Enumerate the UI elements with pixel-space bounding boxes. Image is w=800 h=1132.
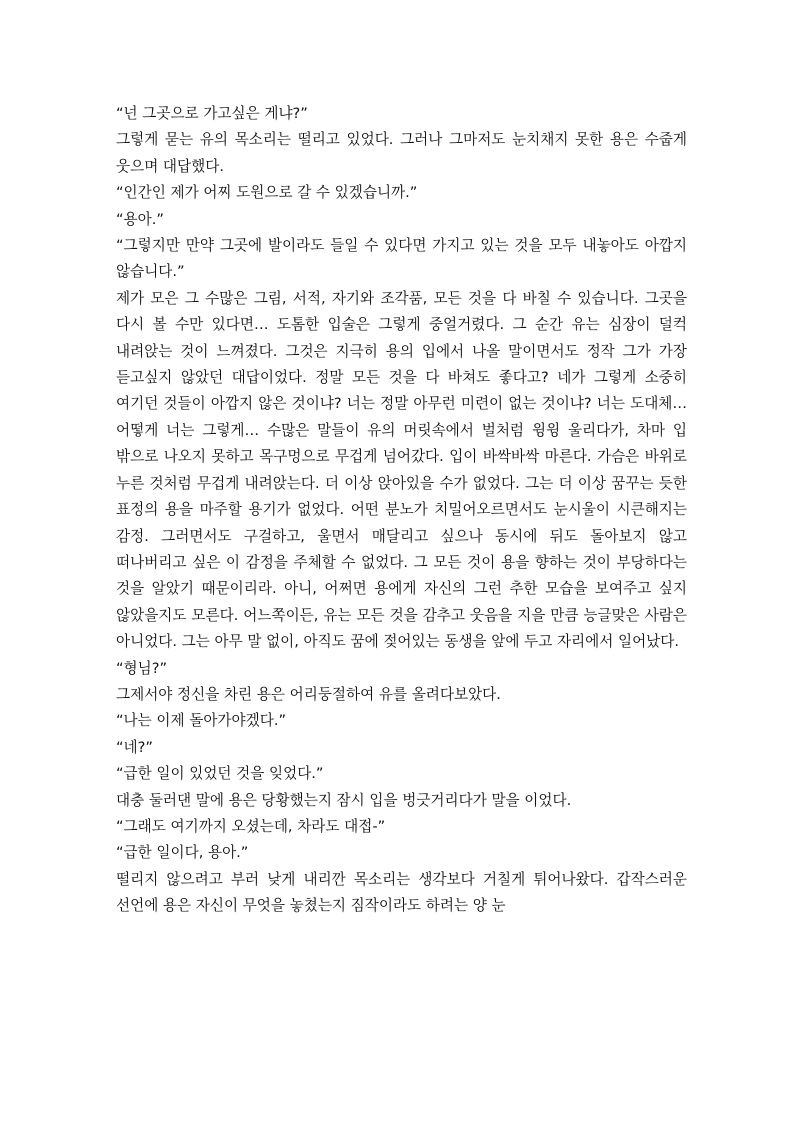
narration-final-paragraph: 떨리지 않으려고 부러 낮게 내리깐 목소리는 생각보다 거칠게 튀어나왔다. 갑작스러운 선언에 용은 자신이 무엇을 놓쳤는지 짐작이라도 하려는 양 눈 bbox=[116, 870, 687, 915]
dialogue-line-yong-reply: “인간인 제가 어찌 도원으로 갈 수 있겠습니까.” bbox=[116, 184, 418, 202]
dialogue-line-yu-question: “넌 그곳으로 가고싶은 게냐?” bbox=[116, 105, 308, 122]
dialogue-line-yong-ne: “네?” bbox=[116, 738, 153, 756]
narration-paragraph: 그렇게 묻는 유의 목소리는 떨리고 있었다. 그러나 그마저도 눈치채지 못한 용은 수줍게 웃으며 대답했다. bbox=[116, 131, 687, 175]
dialogue-line-yu-call: “용아.” bbox=[116, 210, 164, 228]
dialogue-line-yong-hyungnim: “형님?” bbox=[116, 659, 168, 677]
dialogue-line-yu-urgent-again: “급한 일이다, 용아.” bbox=[116, 844, 249, 862]
narration-paragraph: 그제서야 정신을 차린 용은 어리둥절하여 유를 올려다보았다. bbox=[116, 685, 501, 703]
dialogue-line-yu-urgent: “급한 일이 있었던 것을 잊었다.” bbox=[116, 765, 324, 783]
document-page bbox=[116, 101, 687, 920]
dialogue-line-yong-tea: “그래도 여기까지 오셨는데, 차라도 대접-” bbox=[116, 817, 386, 835]
dialogue-line-yu-leaving: “나는 이제 돌아가야겠다.” bbox=[116, 712, 287, 730]
dialogue-line-yong-wish: “그렇지만 만약 그곳에 발이라도 들일 수 있다면 가지고 있는 것을 모두 내놓아도 아깝지 않습니다.” bbox=[116, 237, 687, 281]
narration-paragraph: 대충 둘러댄 말에 용은 당황했는지 잠시 입을 벙긋거리다가 말을 이었다. bbox=[116, 791, 572, 809]
narration-long-paragraph: 제가 모은 그 수많은 그림, 서적, 자기와 조각품, 모든 것을 다 바칠 수 있습니다. 그곳을 다시 볼 수만 있다면… 도톰한 입술은 그렇게 중얼거렸다. 그 순간 유는 심장이 덜컥 내려앉는 것이 느껴졌다. 그것은 지극히 용의 입에서 나올 말이면서도 정작 그가 가장 듣고싶지 않았던 대답이었다. 정말 모든 것을 다 바쳐도 좋다고? 네가 그렇게 소중히 여기던 것들이 아깝지 않은 것이냐? 너는 정말 아무런 미련이 없는 것이냐? 너는 도대체… 어떻게 너는 그렇게… 수많은 말들이 유의 머릿속에서 벌처럼 윙윙 울리다가, 차마 입 밖으로 나오지 못하고 목구멍으로 무겁게 넘어갔다. 입이 바싹바싹 마른다. 가슴은 바위로 누른 것처럼 무겁게 내려앉는다. 더 이상 앉아있을 수가 없었다. 그는 더 이상 꿈꾸는 듯한 표정의 용을 마주할 용기가 없었다. 어떤 분노가 치밀어오르면서도 눈시울이 시큰해지는 감정. 그러면서도 구걸하고, 울면서 매달리고 싶으나 동시에 뒤도 돌아보지 않고 떠나버리고 싶은 이 감정을 주체할 수 없었다. 그 모든 것이 용을 향하는 것이 부당하다는 것을 알았기 때문이리라. 아니, 어쩌면 용에게 자신의 그런 추한 모습을 보여주고 싶지 않았을지도 모른다. 어느쪽이든, 유는 모든 것을 감추고 웃음을 지을 만큼 능글맞은 사람은 아니었다. 그는 아무 말 없이, 아직도 꿈에 젖어있는 동생을 앞에 두고 자리에서 일어났다. bbox=[116, 289, 687, 651]
